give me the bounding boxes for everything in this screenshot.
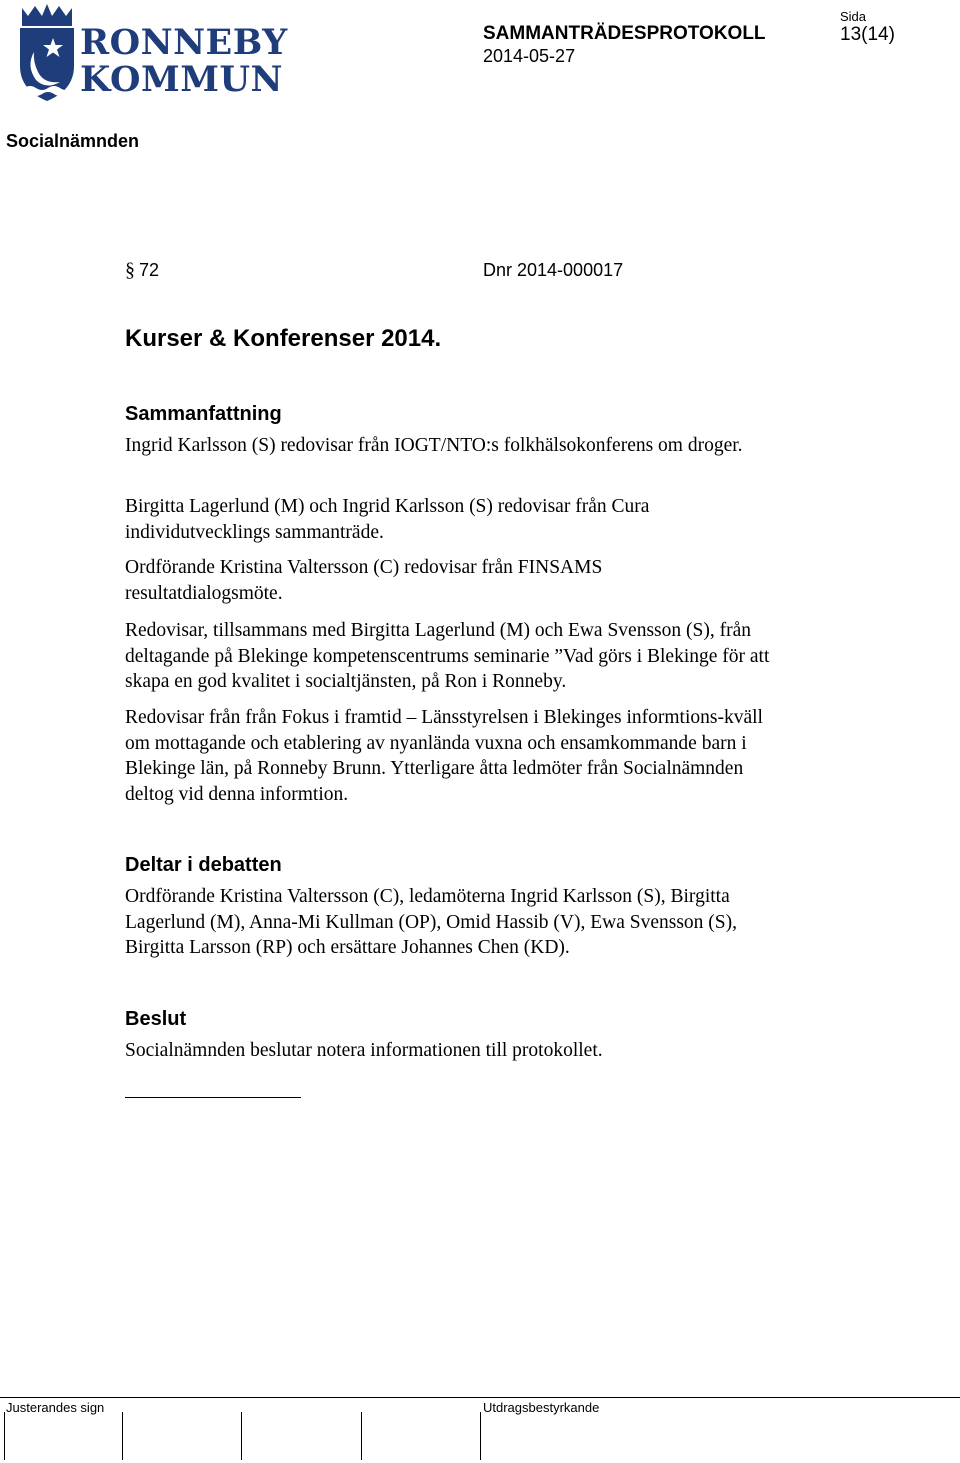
page-title: Kurser & Konferenser 2014. xyxy=(125,325,442,352)
utdragsbestyrkande-label: Utdragsbestyrkande xyxy=(483,1400,600,1415)
section-number: 72 xyxy=(139,260,160,280)
ronneby-kommun-logo xyxy=(16,4,288,104)
debate-heading: Deltar i debatten xyxy=(125,854,282,876)
page-label: Sida xyxy=(840,9,867,24)
debate-text: Ordförande Kristina Valtersson (C), ledamöterna Ingrid Karlsson (S), Birgitta Lagerlund (M), Anna-Mi Kullman (OP), Omid Hassib (V), Ewa Svensson (S), Birgitta Larsson (RP) och ersättare Johannes Chen (KD). xyxy=(125,886,738,958)
document-type: SAMMANTRÄDESPROTOKOLL xyxy=(483,23,766,44)
diary-number: Dnr 2014-000017 xyxy=(483,260,624,280)
summary-text-2: Birgitta Lagerlund (M) och Ingrid Karlsson (S) redovisar från Cura individutvecklings sammanträde. xyxy=(125,496,650,543)
document-date: 2014-05-27 xyxy=(483,46,576,66)
summary-paragraph-5 xyxy=(125,705,805,807)
end-rule xyxy=(125,1097,301,1098)
summary-text-4: Redovisar, tillsammans med Birgitta Lagerlund (M) och Ewa Svensson (S), från deltagande på Blekinge kompetenscentrums seminarie ”Vad görs i Blekinge för att skapa en god kvalitet i socialtjänsten, på Ron i Ronneby. xyxy=(125,620,770,692)
decision-heading: Beslut xyxy=(125,1008,187,1030)
sign-box-divider-4 xyxy=(361,1412,362,1460)
summary-text-1: Ingrid Karlsson (S) redovisar från IOGT/NTO:s folkhälsokonferens om droger. xyxy=(125,435,743,456)
summary-text-3: Ordförande Kristina Valtersson (C) redovisar från FINSAMS resultatdialogsmöte. xyxy=(125,557,603,604)
department-name: Socialnämnden xyxy=(6,131,140,151)
footer-divider xyxy=(0,1397,960,1398)
sign-box-divider-1 xyxy=(4,1412,5,1460)
coat-of-arms-icon xyxy=(16,4,78,102)
debate-paragraph xyxy=(125,884,805,961)
summary-paragraph-4 xyxy=(125,618,805,695)
logo-text-line1: RONNEBY xyxy=(80,22,288,63)
summary-paragraph-1 xyxy=(125,433,805,459)
sign-box-divider-3 xyxy=(241,1412,242,1460)
justerandes-sign-label: Justerandes sign xyxy=(6,1400,105,1415)
summary-paragraph-2 xyxy=(125,494,805,545)
summary-text-5: Redovisar från från Fokus i framtid – Länsstyrelsen i Blekinges informtions-kväll om mottagande och etablering av nyanlända vuxna och ensamkommande barn i Blekinge län, på Ronneby Brunn. Ytterligare åtta ledmöter från Socialnämnden deltog vid denna informtion. xyxy=(125,707,763,805)
paragraph-symbol: § xyxy=(125,259,135,281)
logo-text-line2: KOMMUN xyxy=(80,59,283,100)
decision-paragraph xyxy=(125,1038,805,1064)
sign-box-divider-5 xyxy=(480,1412,481,1460)
sign-box-divider-2 xyxy=(122,1412,123,1460)
page-number: 13(14) xyxy=(840,24,895,45)
decision-text: Socialnämnden beslutar notera informationen till protokollet. xyxy=(125,1040,603,1061)
summary-paragraph-3 xyxy=(125,555,805,606)
summary-heading: Sammanfattning xyxy=(125,403,282,425)
